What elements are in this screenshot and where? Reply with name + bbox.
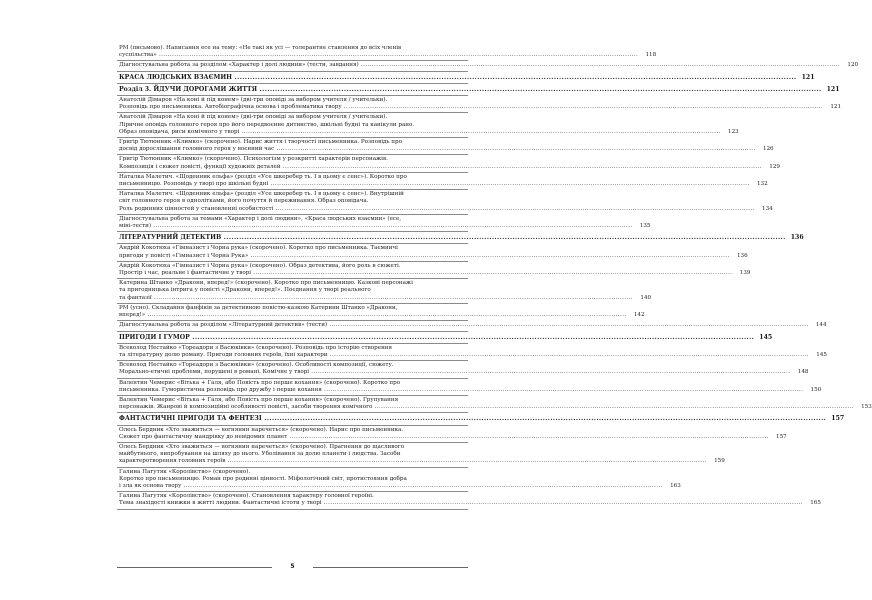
toc-entry xyxy=(117,379,822,396)
toc-page-number: 129 xyxy=(769,163,780,170)
toc-page-number: 145 xyxy=(759,333,773,341)
toc-page-number: 123 xyxy=(728,128,739,135)
toc-entry-line: ПРИГОДИ І ГУМОР ............................................................................................................................................................................................................................ xyxy=(119,333,755,341)
dot-leader: ............................................................................................................................................................................................................................ xyxy=(221,234,786,242)
toc-entry-text xyxy=(119,493,803,507)
toc-entry-line: РМ (письмово). Написання есе на тему: «Не такі як усі — толерантне ставлення до всіх членів xyxy=(119,45,402,51)
toc-entry-text xyxy=(119,415,826,422)
toc-page-number: 150 xyxy=(810,386,822,393)
toc-page-number: 121 xyxy=(801,73,815,81)
toc-entry xyxy=(117,215,651,232)
toc-entry xyxy=(117,321,827,331)
toc-entry-line: Андрій Кокотюха «Гімназист і Чорна рука» (скорочено). Образ детектива, його роль в сюжеті. xyxy=(119,262,401,269)
toc-page-number: 157 xyxy=(776,433,787,440)
toc-page-number: 165 xyxy=(810,500,821,507)
toc-entry-text xyxy=(119,362,790,376)
toc-page-number: 153 xyxy=(861,404,872,411)
toc-entry-line: вперед!» ............................................................................................................................................................................................................................ xyxy=(119,312,627,319)
toc-entry-line: міні-тести) ............................................................................................................................................................................................................................ xyxy=(119,223,633,230)
toc-entry-text xyxy=(119,216,632,230)
toc-entry-line: персонажів. Жанрові й композиційні особливості повісті, засоби творення комічного ............................................................................................................................................................................................................................ xyxy=(119,404,854,411)
toc-entry-text xyxy=(119,334,754,341)
toc-entry-line: Анатолій Дімаров «На коні й під конем» (дві-три оповіді за вибором учителя / учительки). xyxy=(119,114,388,121)
toc-page-number: 136 xyxy=(790,234,804,242)
toc-entry-text xyxy=(119,305,627,319)
toc-entry-line: Всеволод Нестайко «Тореадори з Васюківки» (скорочено). Розповідь про історію створення xyxy=(119,344,393,351)
toc-entry-text xyxy=(119,139,756,153)
toc-section-heading xyxy=(117,84,840,96)
toc-entry-line: Діагностувальна робота за розділом «Характер і долі людини» (тести, завдання) ............................................................................................................................................................................................................................ xyxy=(119,62,841,69)
toc-entry-line: Розповідь про письменника. Автобіографічна основа і проблематика твору ............................................................................................................................................................................................................................ xyxy=(119,104,824,111)
toc-entry-line: КРАСА ЛЮДСЬКИХ ВЗАЄМИН ............................................................................................................................................................................................................................ xyxy=(119,73,797,81)
toc-page-number: 148 xyxy=(797,369,809,376)
toc-entry xyxy=(117,244,748,261)
toc-entry xyxy=(117,344,827,361)
dot-leader: ............................................................................................................................................................................................................................ xyxy=(321,500,803,507)
toc-entry-text xyxy=(119,62,840,69)
dot-leader: ............................................................................................................................................................................................................................ xyxy=(145,312,627,319)
toc-entry-line: Діагностувальна робота за темами «Характер і долі людини», «Краса людських взаємин» (есе, xyxy=(119,215,402,222)
toc-entry xyxy=(117,468,681,493)
toc-page-number: 121 xyxy=(826,85,840,93)
toc-entry-line: досвід дорослішання головного героя у воєнний час ............................................................................................................................................................................................................................ xyxy=(119,146,756,153)
toc-entry xyxy=(117,262,751,279)
toc-page-number: 140 xyxy=(640,294,652,301)
toc-entry-line: Роль родинних цінностей у становленні особистості ............................................................................................................................................................................................................................ xyxy=(119,205,755,212)
toc-entry-line: Наталка Малетич. «Щоденник ельфа» (розділ «Усе шкеребер ть. І в цьому є сенс»). Внутрішній xyxy=(119,191,404,198)
toc-entry-line: та пригодницька інтрига у повісті «Дракони, вперед!». Поєднання у творі реального xyxy=(119,287,371,294)
toc-page-number: 136 xyxy=(736,252,748,259)
dot-leader: ............................................................................................................................................................................................................................ xyxy=(225,458,707,465)
toc-entry-line: Галина Пагутяк «Королівство» (скорочено). xyxy=(119,468,251,475)
toc-entry-line: РМ (усно). Складання фанфіків за детективною повістю-казкою Катерини Штанко «Дракони, xyxy=(119,304,398,311)
dot-leader: ............................................................................................................................................................................................................................ xyxy=(327,351,809,358)
toc-page-number: 144 xyxy=(815,322,827,329)
toc-entry-text xyxy=(119,191,755,213)
toc-entry-text xyxy=(119,397,854,411)
toc-entry-text xyxy=(119,156,762,170)
page-number: 5 xyxy=(290,563,295,570)
toc-entry-text xyxy=(119,345,809,359)
toc-entry-text xyxy=(119,427,769,441)
page-footer xyxy=(117,563,468,571)
toc-entry-line: Морально-етичні проблеми, порушені в романі. Комічне у творі ............................................................................................................................................................................................................................ xyxy=(119,369,791,376)
dot-leader: ............................................................................................................................................................................................................................ xyxy=(280,163,762,170)
toc-entry xyxy=(117,190,773,215)
table-of-contents xyxy=(117,44,872,510)
dot-leader: ............................................................................................................................................................................................................................ xyxy=(151,223,633,230)
toc-entry-line: Валентин Чемерис «Вітька + Галя, або Повість про перше кохання» (скорочено). Коротко про xyxy=(119,379,401,386)
toc-entry-line: Анатолій Дімаров «На коні й під конем» (дві-три оповіді за вибором учителя / учительки). xyxy=(119,97,388,104)
toc-entry-line: Тема знахідості книжки в житті людини. Фантастичні істоти у творі ............................................................................................................................................................................................................................ xyxy=(119,500,803,507)
toc-entry xyxy=(117,155,780,172)
toc-entry xyxy=(117,426,787,443)
toc-page-number: 132 xyxy=(756,181,768,188)
toc-entry-line: Коротко про письменницю. Роман про родинні цінності. Міфологічний світ, протистояння добра xyxy=(119,475,407,482)
toc-section-heading xyxy=(117,232,804,244)
toc-entry xyxy=(117,173,768,190)
toc-entry-text xyxy=(119,114,721,136)
toc-entry-text xyxy=(119,45,638,59)
toc-entry-text xyxy=(119,322,809,329)
dot-leader: ............................................................................................................................................................................................................................ xyxy=(274,146,756,153)
toc-entry-text xyxy=(119,263,732,277)
dot-leader: ............................................................................................................................................................................................................................ xyxy=(251,270,733,277)
toc-entry-line: пригоди у повісті «Гімназист і Чорна Рука» ............................................................................................................................................................................................................................ xyxy=(119,252,730,259)
toc-page-number: 157 xyxy=(831,415,845,423)
dot-leader: ............................................................................................................................................................................................................................ xyxy=(321,386,804,393)
toc-entry-line: письменницю. Розповідь у творі про шкільні будні ............................................................................................................................................................................................................................ xyxy=(119,181,750,188)
dot-leader: ............................................................................................................................................................................................................................ xyxy=(151,294,634,301)
toc-entry-line: ЛІТЕРАТУРНИЙ ДЕТЕКТИВ ............................................................................................................................................................................................................................ xyxy=(119,234,786,242)
dot-leader: ............................................................................................................................................................................................................................ xyxy=(257,85,822,93)
toc-entry-line: та літературну долю роману. Пригоди головних героїв, їхні характери ............................................................................................................................................................................................................................ xyxy=(119,351,809,358)
dot-leader: ............................................................................................................................................................................................................................ xyxy=(261,415,827,423)
toc-entry-line: Галина Пагутяк «Королівство» (скорочено). Становлення характеру головної героїні. xyxy=(119,493,374,500)
toc-entry-line: Діагностувальна робота за розділом «Літературний детектив» (тести) ............................................................................................................................................................................................................................ xyxy=(119,322,809,329)
dot-leader: ............................................................................................................................................................................................................................ xyxy=(273,205,755,212)
toc-entry-line: Валентин Чемерис «Вітька + Галя, або Повість про перше кохання» (скорочено). Групування xyxy=(119,396,399,403)
toc-entry-text xyxy=(119,469,663,491)
toc-entry xyxy=(117,492,821,509)
toc-page-number: 139 xyxy=(739,270,751,277)
toc-entry-line: Образ оповідача, риси комічного у творі ............................................................................................................................................................................................................................ xyxy=(119,128,721,135)
toc-entry-line: Ліричне оповідь головного героя про його передвоєнне дитинство, шкільні будні та канікули рано. xyxy=(119,121,415,128)
toc-entry xyxy=(117,61,859,71)
toc-entry-text xyxy=(119,280,633,302)
toc-entry-text xyxy=(119,174,750,188)
toc-entry-line: Олесь Бердник «Хто зважиться — вогнянин наречеться» (скорочено). Прагнення до щасливого xyxy=(119,443,405,450)
toc-entry-text xyxy=(119,97,823,111)
toc-entry-line: майбутнього, випробування на шляху до нього. Уболівання за долю планети і людства. Засоби xyxy=(119,451,401,458)
dot-leader: ............................................................................................................................................................................................................................ xyxy=(341,104,824,111)
toc-entry xyxy=(117,361,809,378)
dot-leader: ............................................................................................................................................................................................................................ xyxy=(287,433,769,440)
toc-page-number: 145 xyxy=(816,351,827,358)
toc-entry-line: Композиція і сюжет повісті, функції художніх деталей ............................................................................................................................................................................................................................ xyxy=(119,163,762,170)
toc-section-heading xyxy=(117,72,815,84)
toc-entry-text xyxy=(119,86,822,93)
toc-entry xyxy=(117,44,657,61)
dot-leader: ............................................................................................................................................................................................................................ xyxy=(327,322,809,329)
toc-entry-line: Олесь Бердник «Хто зважиться — вогнянин наречеться» (скорочено). Нарис про письменника. xyxy=(119,426,404,433)
toc-entry-line: Розділ 3. ЙДУЧИ ДОРОГАМИ ЖИТТЯ ............................................................................................................................................................................................................................ xyxy=(119,85,822,93)
toc-section-heading xyxy=(117,332,773,344)
toc-entry-line: і зла як основа твору ............................................................................................................................................................................................................................ xyxy=(119,482,663,489)
toc-entry-line: Григір Тютюнник «Климко» (скорочено). Психологізм у розкритті характерів персонажів. xyxy=(119,156,388,163)
toc-page-number: 134 xyxy=(762,205,773,212)
toc-entry-text xyxy=(119,380,803,394)
dot-leader: ............................................................................................................................................................................................................................ xyxy=(248,252,730,259)
toc-entry-line: та фантазії ............................................................................................................................................................................................................................ xyxy=(119,294,634,301)
toc-entry-line: Сюжет про фантастичну мандрівку до невідомих планет ............................................................................................................................................................................................................................ xyxy=(119,433,769,440)
dot-leader: ............................................................................................................................................................................................................................ xyxy=(189,333,755,341)
toc-entry-text xyxy=(119,74,797,81)
dot-leader: ............................................................................................................................................................................................................................ xyxy=(358,62,841,69)
toc-entry-line: ФАНТАСТИЧНІ ПРИГОДИ ТА ФЕНТЕЗІ ............................................................................................................................................................................................................................ xyxy=(119,415,827,423)
toc-entry-line: Григір Тютюнник «Климко» (скорочено). Нарис життя і творчості письменника. Розповідь про xyxy=(119,139,402,146)
toc-entry-line: Андрій Кокотюха «Гімназист і Чорна рука» (скорочено). Коротко про письменника. Таємничі xyxy=(119,245,398,252)
toc-page-number: 135 xyxy=(639,223,651,230)
toc-entry-line: характеротворення головних героїв ............................................................................................................................................................................................................................ xyxy=(119,458,707,465)
footer-rule-right xyxy=(313,567,468,568)
toc-page-number: 126 xyxy=(762,146,774,153)
dot-leader: ............................................................................................................................................................................................................................ xyxy=(309,369,791,376)
toc-section-heading xyxy=(117,413,845,425)
dot-leader: ............................................................................................................................................................................................................................ xyxy=(232,73,797,81)
toc-entry xyxy=(117,443,725,468)
toc-page-number: 118 xyxy=(645,52,657,59)
dot-leader: ............................................................................................................................................................................................................................ xyxy=(181,482,663,489)
toc-entry-line: Катерина Штанко «Дракони, вперед!» (скорочено). Коротко про письменницю. Казкові персонажі xyxy=(119,280,413,287)
dot-leader: ............................................................................................................................................................................................................................ xyxy=(268,181,750,188)
toc-page-number: 159 xyxy=(714,458,725,465)
toc-entry xyxy=(117,96,842,113)
toc-entry-line: Наталка Малетич. «Щоденник ельфа» (розділ «Усе шкеребер ть. І в цьому є сенс»). Коротко про xyxy=(119,173,407,180)
toc-entry-text xyxy=(119,444,707,466)
dot-leader: ............................................................................................................................................................................................................................ xyxy=(372,404,854,411)
toc-entry-line: Всеволод Нестайко «Тореадори з Васюківки» (скорочено). Особливості композиції, сюжету. xyxy=(119,362,394,369)
toc-page-number: 163 xyxy=(670,482,681,489)
toc-entry xyxy=(117,113,739,138)
toc-entry-line: світ головного героя в однолітками, його почуття й переживання. Образ оповідача. xyxy=(119,198,369,205)
toc-entry-line: письменника. Гумористична розповідь про дружбу і перше кохання ............................................................................................................................................................................................................................ xyxy=(119,386,804,393)
toc-page-number: 142 xyxy=(633,312,645,319)
toc-entry xyxy=(117,304,645,321)
dot-leader: ............................................................................................................................................................................................................................ xyxy=(156,52,639,59)
toc-entry-line: суспільства» ............................................................................................................................................................................................................................ xyxy=(119,52,639,59)
toc-entry-text xyxy=(119,245,730,259)
toc-entry xyxy=(117,279,652,304)
dot-leader: ............................................................................................................................................................................................................................ xyxy=(239,128,721,135)
toc-page-number: 121 xyxy=(830,104,842,111)
toc-entry-text xyxy=(119,234,786,241)
toc-entry xyxy=(117,396,872,413)
toc-entry-line: Простір і час, реальне і фантастичне у творі ............................................................................................................................................................................................................................ xyxy=(119,270,733,277)
toc-page-number: 120 xyxy=(847,62,859,69)
toc-entry xyxy=(117,138,774,155)
